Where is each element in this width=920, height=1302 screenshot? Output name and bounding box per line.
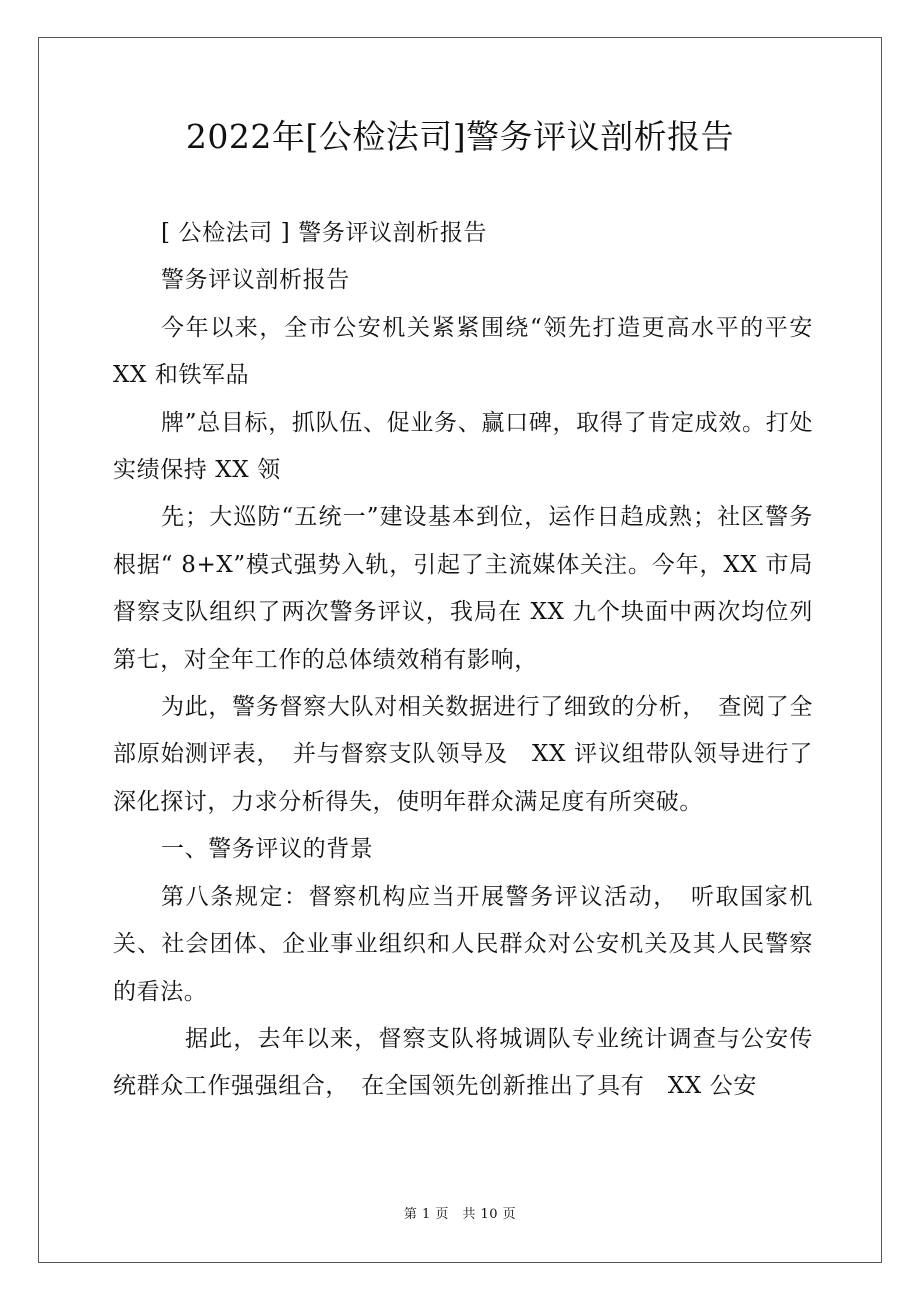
paragraph-heading-repeat: [ 公检法司 ] 警务评议剖析报告 bbox=[161, 220, 488, 246]
paragraph-analysis: 为此，警务督察大队对相关数据进行了细致的分析， 查阅了全部原始测评表， 并与督察支队领导及 XX 评议组带队领导进行了深化探讨，力求分析得失，使明年群众满足度有所突破。 bbox=[113, 694, 813, 815]
paragraph-results: 先；大巡防“五统一”建设基本到位，运作日趋成熟；社区警务根据“ 8+X”模式强势入轨，引起了主流媒体关注。今年，XX 市局督察支队组织了两次警务评议，我局在 XX 九个块面中两次均位列第七，对全年工作的总体绩效稍有影响， bbox=[113, 504, 813, 673]
page-number-footer: 第 1 页 共 10 页 bbox=[403, 1207, 517, 1222]
paragraph-intro: 今年以来，全市公安机关紧紧围绕“领先打造更高水平的平安 XX 和铁军品 bbox=[113, 314, 813, 389]
document-title: 2022年[公检法司]警务评议剖析报告 bbox=[185, 117, 735, 156]
paragraph-subtitle: 警务评议剖析报告 bbox=[161, 267, 350, 294]
paragraph-accordingly: 据此，去年以来，督察支队将城调队专业统计调查与公安传统群众工作强强组合， 在全国领先创新推出了具有 XX 公安 bbox=[113, 1025, 813, 1100]
section-heading-background: 一、警务评议的背景 bbox=[161, 836, 374, 863]
paragraph-goal: 牌”总目标，抓队伍、促业务、赢口碑，取得了肯定成效。打处实绩保持 XX 领 bbox=[113, 409, 813, 484]
paragraph-article-eight: 第八条规定：督察机构应当开展警务评议活动， 听取国家机关、社会团体、企业事业组织和人民群众对公安机关及其人民警察的看法。 bbox=[113, 883, 813, 1005]
document-body bbox=[113, 210, 813, 1111]
